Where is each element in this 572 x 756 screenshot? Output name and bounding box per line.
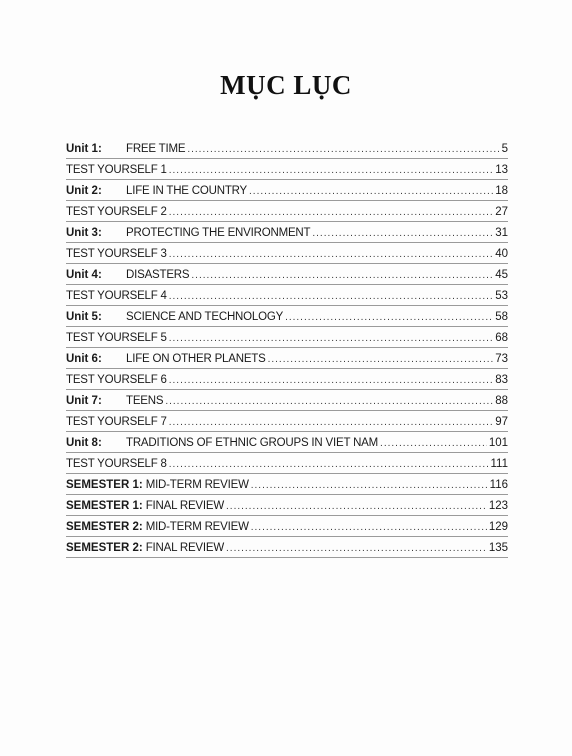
table-of-contents — [66, 138, 508, 558]
toc-page-number: 111 — [490, 458, 508, 470]
toc-row — [66, 348, 508, 369]
toc-entry-title: TEST YOURSELF 4 — [66, 290, 167, 302]
toc-entry-title: MID-TERM REVIEW — [145, 479, 249, 491]
toc-row — [66, 369, 508, 390]
toc-row — [66, 411, 508, 432]
dot-leader — [226, 542, 487, 555]
toc-unit-number: Unit 3: — [66, 227, 102, 239]
toc-entry-title: LIFE IN THE COUNTRY — [126, 185, 248, 197]
dot-leader — [251, 479, 488, 492]
toc-page-number: 27 — [495, 206, 508, 218]
toc-page-number: 135 — [488, 542, 508, 554]
toc-row — [66, 201, 508, 222]
toc-entry-title: TEST YOURSELF 5 — [66, 332, 167, 344]
page-title: MỤC LỤC — [220, 70, 352, 100]
dot-leader — [268, 353, 494, 366]
toc-entry-title: LIFE ON OTHER PLANETS — [126, 353, 266, 365]
dot-leader — [191, 269, 493, 282]
toc-entry-title: TEST YOURSELF 3 — [66, 248, 167, 260]
toc-page-number: 68 — [495, 332, 508, 344]
toc-unit-number: Unit 4: — [66, 269, 102, 281]
dot-leader — [169, 164, 493, 177]
toc-semester-label: SEMESTER 2: — [66, 542, 143, 554]
toc-page-number: 101 — [488, 437, 508, 449]
dot-leader — [169, 458, 489, 471]
dot-leader — [169, 248, 493, 261]
toc-page-number: 13 — [495, 164, 508, 176]
toc-row — [66, 264, 508, 285]
toc-page-number: 123 — [488, 500, 508, 512]
toc-unit-number: Unit 7: — [66, 395, 102, 407]
toc-semester-label: SEMESTER 1: — [66, 500, 143, 512]
toc-page-number: 5 — [501, 143, 508, 155]
toc-row — [66, 243, 508, 264]
toc-entry-title: SCIENCE AND TECHNOLOGY — [126, 311, 284, 323]
dot-leader — [380, 437, 487, 450]
toc-row — [66, 222, 508, 243]
dot-leader — [169, 374, 493, 387]
toc-page-number: 58 — [495, 311, 508, 323]
toc-row — [66, 180, 508, 201]
dot-leader — [249, 185, 493, 198]
toc-row — [66, 474, 508, 495]
toc-entry-title: TEST YOURSELF 6 — [66, 374, 167, 386]
toc-row — [66, 432, 508, 453]
dot-leader — [187, 143, 499, 156]
toc-entry-title: MID-TERM REVIEW — [145, 521, 249, 533]
toc-row — [66, 495, 508, 516]
toc-row — [66, 138, 508, 159]
dot-leader — [169, 416, 493, 429]
toc-page-number: 31 — [495, 227, 508, 239]
dot-leader — [285, 311, 493, 324]
toc-page-number: 129 — [488, 521, 508, 533]
toc-page-number: 45 — [495, 269, 508, 281]
dot-leader — [226, 500, 487, 513]
dot-leader — [165, 395, 493, 408]
toc-entry-title: TEST YOURSELF 2 — [66, 206, 167, 218]
toc-entry-title: TRADITIONS OF ETHNIC GROUPS IN VIET NAM — [126, 437, 379, 449]
toc-row — [66, 516, 508, 537]
toc-row — [66, 390, 508, 411]
toc-entry-title: TEENS — [126, 395, 164, 407]
toc-semester-label: SEMESTER 1: — [66, 479, 143, 491]
dot-leader — [169, 332, 493, 345]
toc-entry-title: FREE TIME — [126, 143, 186, 155]
toc-page-number: 40 — [495, 248, 508, 260]
toc-unit-number: Unit 6: — [66, 353, 102, 365]
toc-entry-title: PROTECTING THE ENVIRONMENT — [126, 227, 311, 239]
toc-page-number: 88 — [495, 395, 508, 407]
toc-entry-title: TEST YOURSELF 7 — [66, 416, 167, 428]
toc-unit-number: Unit 2: — [66, 185, 102, 197]
toc-row — [66, 537, 508, 558]
toc-row — [66, 453, 508, 474]
toc-page-number: 18 — [495, 185, 508, 197]
toc-semester-label: SEMESTER 2: — [66, 521, 143, 533]
dot-leader — [169, 290, 493, 303]
toc-row — [66, 159, 508, 180]
dot-leader — [251, 521, 487, 534]
toc-entry-title: TEST YOURSELF 8 — [66, 458, 167, 470]
toc-page-number: 73 — [495, 353, 508, 365]
toc-unit-number: Unit 8: — [66, 437, 102, 449]
toc-page-number: 116 — [489, 479, 508, 491]
toc-row — [66, 327, 508, 348]
toc-entry-title: DISASTERS — [126, 269, 190, 281]
dot-leader — [312, 227, 493, 240]
toc-row — [66, 285, 508, 306]
dot-leader — [169, 206, 493, 219]
toc-page-number: 53 — [495, 290, 508, 302]
toc-row — [66, 306, 508, 327]
toc-unit-number: Unit 5: — [66, 311, 102, 323]
toc-entry-title: TEST YOURSELF 1 — [66, 164, 167, 176]
toc-entry-title: FINAL REVIEW — [145, 500, 225, 512]
toc-page-number: 83 — [495, 374, 508, 386]
toc-unit-number: Unit 1: — [66, 143, 102, 155]
toc-page-number: 97 — [495, 416, 508, 428]
toc-entry-title: FINAL REVIEW — [145, 542, 225, 554]
